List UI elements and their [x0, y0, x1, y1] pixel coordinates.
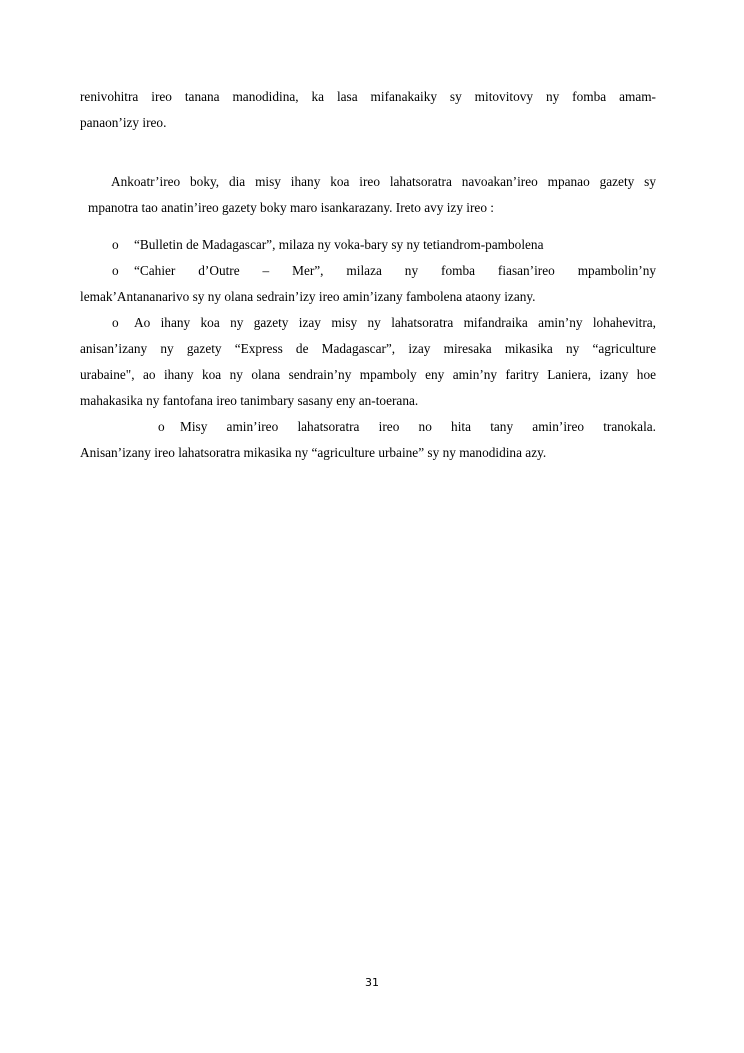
bullet-text-continuation: Anisan’izany ireo lahatsoratra mikasika ny “agriculture urbaine” sy ny manodidina azy.	[80, 445, 547, 460]
bullet-marker: o	[112, 315, 119, 330]
paragraph-line: Ankoatr’ireo boky, dia misy ihany koa ireo lahatsoratra navoakan’ireo mpanao gazety sy	[111, 174, 656, 189]
page-number: 31	[365, 976, 379, 989]
bullet-item	[80, 310, 656, 414]
bullet-text-continuation: anisan’izany ny gazety “Express de Madagascar”, izay miresaka mikasika ny “agriculture	[80, 341, 656, 356]
paragraph-line: panaon’izy ireo.	[80, 115, 167, 130]
carry-over-paragraph	[80, 84, 656, 136]
bullet-item	[80, 414, 656, 466]
bullet-text: Ao ihany koa ny gazety izay misy ny lahatsoratra mifandraika amin’ny lohahevitra,	[134, 315, 656, 330]
bullet-text: “Bulletin de Madagascar”, milaza ny voka-bary sy ny tetiandrom-pambolena	[134, 237, 544, 252]
bullet-text-continuation: mahakasika ny fantofana ireo tanimbary sasany eny an-toerana.	[80, 393, 419, 408]
bullet-item	[80, 258, 656, 310]
bullet-text: “Cahier d’Outre – Mer”, milaza ny fomba fiasan’ireo mpambolin’ny	[134, 263, 656, 278]
intro-paragraph	[80, 169, 656, 221]
bullet-text: Misy amin’ireo lahatsoratra ireo no hita tany amin’ireo tranokala.	[180, 419, 656, 434]
bullet-text-continuation: urabaine", ao ihany koa ny olana sendrain’ny mpamboly eny amin’ny faritry Laniera, izany hoe	[80, 367, 656, 382]
bullet-marker: o	[112, 263, 119, 278]
bullet-item	[80, 232, 656, 258]
paragraph-line: renivohitra ireo tanana manodidina, ka lasa mifanakaiky sy mitovitovy ny fomba amam-	[80, 89, 656, 104]
bullet-marker: o	[158, 419, 165, 434]
bullet-text-continuation: lemak’Antananarivo sy ny olana sedrain’izy ireo amin’izany fambolena ataony izany.	[80, 289, 536, 304]
bullet-marker: o	[112, 237, 119, 252]
paragraph-line: mpanotra tao anatin’ireo gazety boky maro isankarazany. Ireto avy izy ireo :	[88, 200, 494, 215]
